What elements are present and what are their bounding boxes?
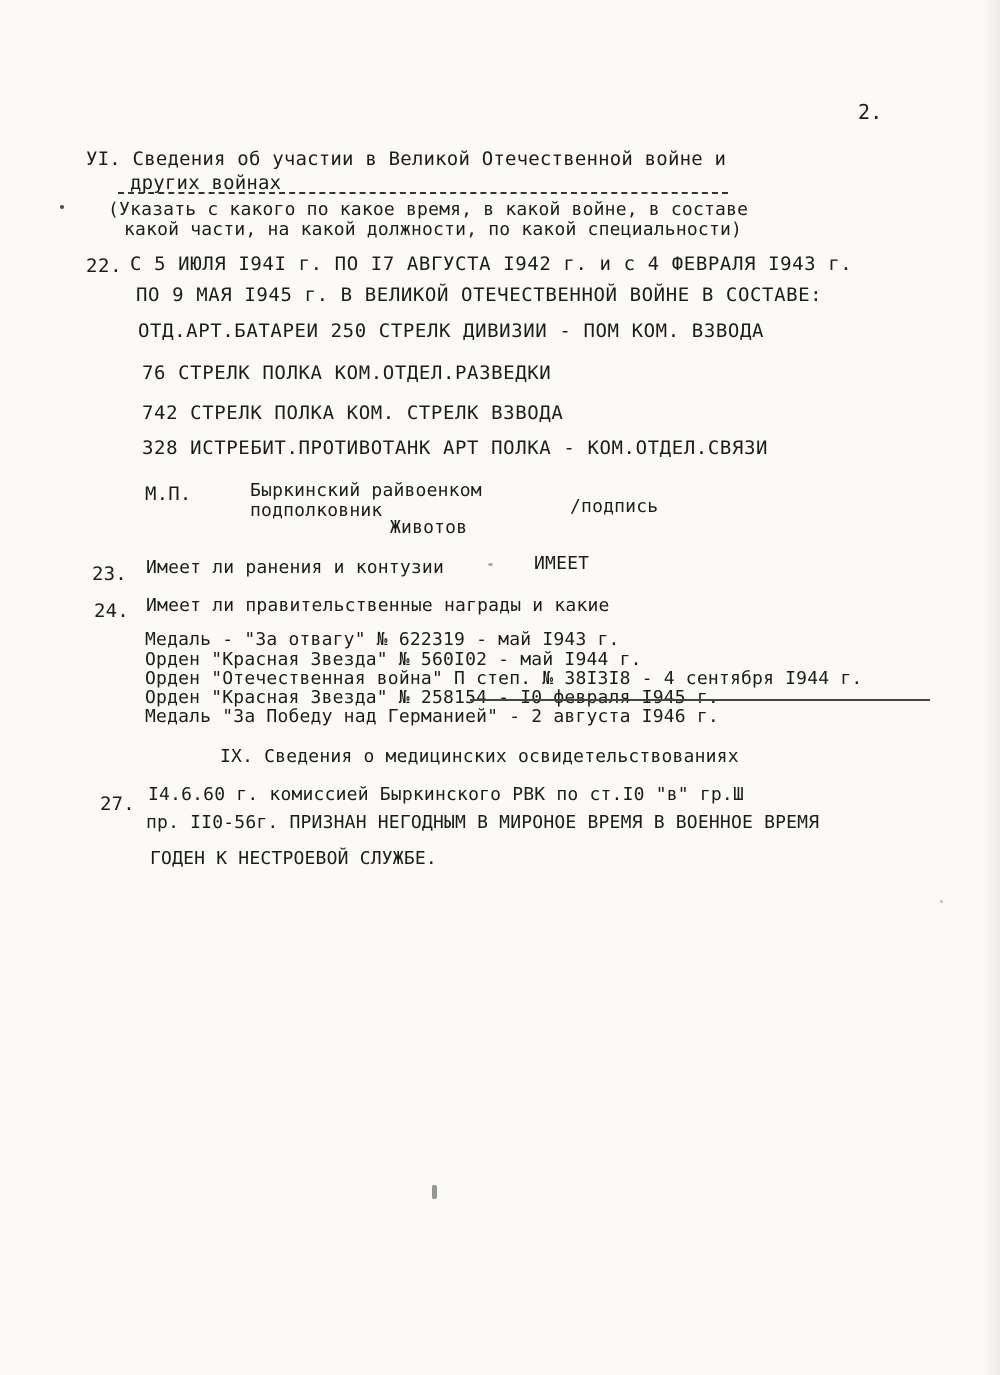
item-22-line-2: ПО 9 МАЯ I945 г. В ВЕЛИКОЙ ОТЕЧЕСТВЕННОЙ ВОЙНЕ В СОСТАВЕ: xyxy=(136,284,823,306)
signature-label: /подпись xyxy=(570,496,659,517)
item-22-unit: 76 СТРЕЛК ПОЛКА КОМ.ОТДЕЛ.РАЗВЕДКИ xyxy=(142,362,552,384)
signatory-rank: подполковник xyxy=(250,500,383,521)
item-22-unit: 328 ИСТРЕБИТ.ПРОТИВОТАНК АРТ ПОЛКА - КОМ.ОТДЕЛ.СВЯЗИ xyxy=(142,437,769,459)
award-entry: Медаль - "За отвагу" № 622319 - май I943 г. xyxy=(145,629,620,650)
item-24-question: Имеет ли правительственные награды и какие xyxy=(146,595,610,616)
scan-edge-shadow xyxy=(982,0,1000,1375)
scan-speck xyxy=(432,1185,437,1199)
item-22-line-1: С 5 ИЮЛЯ I94I г. ПО I7 АВГУСТА I942 г. и с 4 ФЕВРАЛЯ I943 г. xyxy=(130,253,853,275)
item-22-unit: 742 СТРЕЛК ПОЛКА КОМ. СТРЕЛК ВЗВОДА xyxy=(142,402,564,424)
section-6-heading-line-2: других войнах xyxy=(130,172,282,194)
item-27-number: 27. xyxy=(100,793,135,815)
item-24-number: 24. xyxy=(94,600,129,622)
item-23-answer: ИМЕЕТ xyxy=(534,553,590,574)
section-6-heading-line-1: УI. Сведения об участии в Великой Отечественной войне и xyxy=(86,148,727,170)
scan-speck xyxy=(60,205,64,209)
award-entry: Орден "Отечественная война" П степ. № 38I3I8 - 4 сентября I944 г. xyxy=(145,668,863,689)
signatory-office: Быркинский райвоенком xyxy=(250,480,482,501)
section-9-heading: IX. Сведения о медицинских освидетельствованиях xyxy=(220,746,739,767)
award-entry: Медаль "За Победу над Германией" - 2 августа I946 г. xyxy=(145,706,719,727)
signatory-name: Животов xyxy=(390,517,468,538)
item-22-unit: ОТД.АРТ.БАТАРЕИ 250 СТРЕЛК ДИВИЗИИ - ПОМ КОМ. ВЗВОДА xyxy=(138,320,765,342)
section-6-note-line-1: (Указать с какого по какое время, в какой войне, в составе xyxy=(108,199,749,220)
award-entry-struck: Орден "Красная Звезда" № 258154 - I0 февраля I945 г. xyxy=(145,687,719,708)
scan-speck xyxy=(488,563,493,566)
item-27-line-1: I4.6.60 г. комиссией Быркинского РВК по ст.I0 "в" гр.Ш xyxy=(148,784,744,805)
item-23-question: Имеет ли ранения и контузии xyxy=(146,557,444,578)
item-27-line-2: пр. II0-56г. ПРИЗНАН НЕГОДНЫМ В МИРОНОЕ ВРЕМЯ В ВОЕННОЕ ВРЕМЯ xyxy=(146,812,820,833)
award-entry: Орден "Красная Звезда" № 560I02 - май I944 г. xyxy=(145,649,642,670)
section-6-dash-rule xyxy=(118,192,728,194)
strike-through-line xyxy=(470,699,930,701)
stamp-place-label: М.П. xyxy=(145,483,192,505)
scan-speck xyxy=(940,900,943,903)
item-22-number: 22. xyxy=(86,255,123,277)
page-number: 2. xyxy=(858,100,883,124)
item-23-number: 23. xyxy=(92,563,127,585)
section-6-note-line-2: какой части, на какой должности, по какой специальности) xyxy=(124,219,743,240)
item-27-line-3: ГОДЕН К НЕСТРОЕВОЙ СЛУЖБЕ. xyxy=(150,848,437,869)
